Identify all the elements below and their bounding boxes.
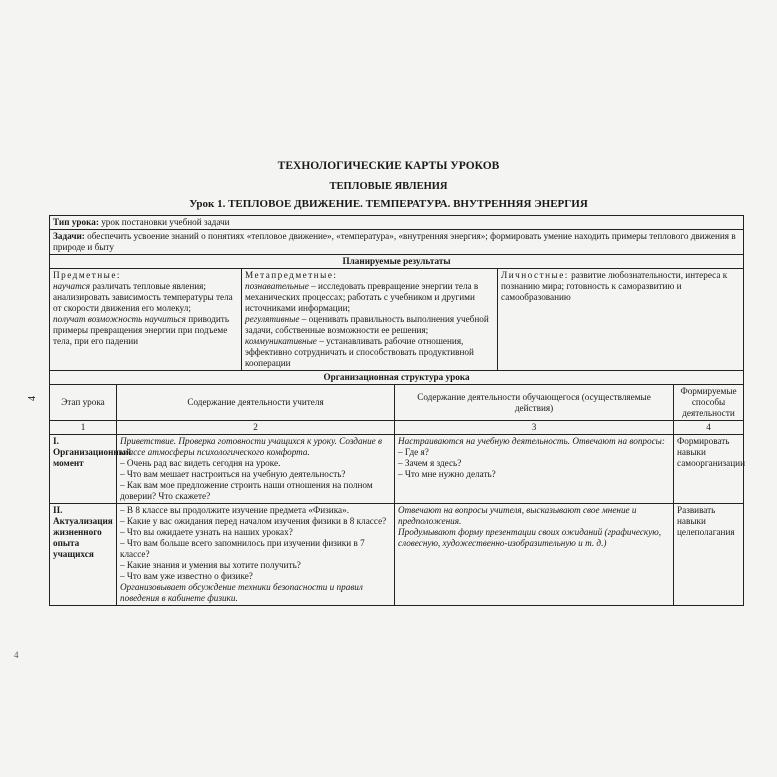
column-header-row xyxy=(50,385,744,421)
subject-chance-word: получат возможность научиться xyxy=(53,314,186,324)
stage-name: I. Организационный момент xyxy=(50,435,117,504)
methods-cell: Формировать навыки самоорганизации xyxy=(674,435,744,504)
teacher-line: – Очень рад вас видеть сегодня на уроке. xyxy=(120,458,281,468)
page-number-small: 4 xyxy=(14,650,19,660)
col-number-2: 2 xyxy=(117,421,395,435)
col-header-student: Содержание деятельности обучающегося (осуществляемые действия) xyxy=(395,385,674,421)
meta-results-cell xyxy=(242,269,498,371)
stage-name: II. Актуализация жизненного опыта учащихся xyxy=(50,504,117,606)
student-line: – Где я? xyxy=(398,447,429,457)
org-structure-heading: Организационная структура урока xyxy=(50,371,744,385)
meta-communicative-word: коммуникативные xyxy=(245,336,317,346)
subject-chance-text: приводить примеры превращения энергии при подъеме тела, при его падении xyxy=(53,314,230,346)
subject-results-cell xyxy=(50,269,242,371)
lesson-type-label: Тип урока: xyxy=(53,217,99,227)
planned-results-heading-row xyxy=(50,255,744,269)
tasks-label: Задачи: xyxy=(53,231,85,241)
meta-label: Метапредметные: xyxy=(245,270,338,280)
meta-regulatory-word: регулятивные xyxy=(245,314,300,324)
teacher-italic: Приветствие. Проверка готовности учащихся к уроку. Создание в классе атмосферы психологического комфорта. xyxy=(120,436,383,457)
lesson-type-value: урок постановки учебной задачи xyxy=(98,217,230,227)
student-italic: Отвечают на вопросы учителя, высказывают свое мнение и предположения. xyxy=(398,505,637,526)
personal-label: Личностные: xyxy=(501,270,569,280)
column-number-row xyxy=(50,421,744,435)
stage-row xyxy=(50,504,744,606)
tasks-row xyxy=(50,230,744,255)
teacher-line: – Какие у вас ожидания перед началом изучения физики в 8 классе? xyxy=(120,516,387,526)
teacher-line: – Что вам мешает настроиться на учебную деятельность? xyxy=(120,469,346,479)
teacher-activity xyxy=(117,435,395,504)
meta-cognitive-text: – исследовать превращение энергии тела в механических процессах; работать с учебником и другими источниками информации; xyxy=(245,281,479,313)
col-header-teacher: Содержание деятельности учителя xyxy=(117,385,395,421)
student-line: – Что мне нужно делать? xyxy=(398,469,496,479)
student-tail: Продумывают форму презентации своих ожиданий (графическую, словесную, художественно-изобразительную и т. д.) xyxy=(398,527,662,548)
student-activity xyxy=(395,435,674,504)
teacher-line: – Что вы ожидаете узнать на наших уроках? xyxy=(120,527,293,537)
teacher-activity xyxy=(117,504,395,606)
student-italic: Настраиваются на учебную деятельность. Отвечают на вопросы: xyxy=(398,436,665,446)
student-activity xyxy=(395,504,674,606)
teacher-line: – Что вам больше всего запомнилось при изучении физики в 7 классе? xyxy=(120,538,365,559)
col-number-4: 4 xyxy=(674,421,744,435)
tasks-value: обеспечить усвоение знаний о понятиях «тепловое движение», «температура», «внутренняя энергия»; формировать умение находить примеры теплового движения в природе и быту xyxy=(53,231,736,252)
methods-cell: Развивать навыки целеполагания xyxy=(674,504,744,606)
personal-text: развитие любознательности, интереса к познанию мира; готовность к саморазвитию и самообразованию xyxy=(501,270,728,302)
student-line: – Зачем я здесь? xyxy=(398,458,462,468)
teacher-line: – Как вам мое предложение строить наши отношения на полном доверии? Что скажете? xyxy=(120,480,373,501)
planned-results-row xyxy=(50,269,744,371)
teacher-line: – Что вам уже известно о физике? xyxy=(120,571,253,581)
meta-communicative-text: – устанавливать рабочие отношения, эффективно сотрудничать и способствовать продуктивной кооперации xyxy=(245,336,474,368)
teacher-tail: Организовывает обсуждение техники безопасности и правил поведения в кабинете физики. xyxy=(120,582,363,603)
subject-learn-text: различать тепловые явления; анализировать зависимость температуры тела от скорости движения его молекул; xyxy=(53,281,233,313)
page-number: 4 xyxy=(27,396,38,401)
lesson-title: Урок 1. ТЕПЛОВОЕ ДВИЖЕНИЕ. ТЕМПЕРАТУРА. ВНУТРЕННЯЯ ЭНЕРГИЯ xyxy=(189,198,588,210)
lesson-card-table xyxy=(49,215,746,606)
subject-learn-word: научатся xyxy=(53,281,91,291)
col-number-3: 3 xyxy=(395,421,674,435)
subject-label: Предметные: xyxy=(53,270,121,280)
org-structure-heading-row xyxy=(50,371,744,385)
teacher-line: – Какие знания и умения вы хотите получить? xyxy=(120,560,301,570)
section-title: ТЕПЛОВЫЕ ЯВЛЕНИЯ xyxy=(329,181,448,192)
planned-results-heading: Планируемые результаты xyxy=(50,255,744,269)
stage-row xyxy=(50,435,744,504)
col-header-methods: Формируемые способы деятельности xyxy=(674,385,744,421)
teacher-line: – В 8 классе вы продолжите изучение предмета «Физика». xyxy=(120,505,350,515)
col-header-stage: Этап урока xyxy=(50,385,117,421)
document-title: ТЕХНОЛОГИЧЕСКИЕ КАРТЫ УРОКОВ xyxy=(277,160,500,172)
meta-cognitive-word: познавательные xyxy=(245,281,309,291)
personal-results-cell xyxy=(498,269,744,371)
lesson-type-row xyxy=(50,216,744,230)
col-number-1: 1 xyxy=(50,421,117,435)
meta-regulatory-text: – оценивать правильность выполнения учебной задачи, собственные возможности ее решения; xyxy=(245,314,489,335)
